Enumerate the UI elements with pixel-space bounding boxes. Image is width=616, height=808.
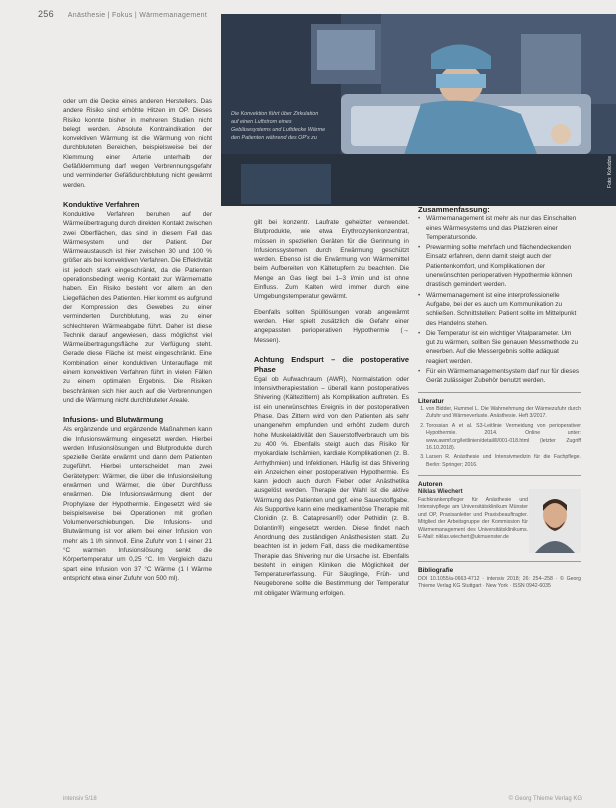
column-left (63, 97, 212, 583)
summary-item: • Für ein Wärmemanagementsystem darf nur für dieses Gerät zulässiger Zubehör benutzt werden. (418, 367, 581, 386)
photo-caption: Die Konvektion führt über Zirkulation auf einen Luftstrom eines Gebläsesystems und Luftdecke Wärme den Patienten während des OP's zu (231, 111, 326, 141)
column-middle (254, 218, 409, 598)
nachsorge-paragraph: Egal ob Aufwachraum (AWR), Normalstation oder Intensivtherapiestation – überall kann postoperatives Shivering (Kältezittern) als Komplikation auftreten. Es ist ein unerwünschtes Ereignis in der postoperativen Phase. Das Zittern wird von den Patienten als sehr unangenehm empfunden und erhöht zudem durch hohe Muskelaktivität den Sauerstoffverbrauch um bis zu 400 %. Ebenfalls steigt auch das Risiko für myokardiale Ischämien, kardiale Komplikationen (z. B. Arrhythmien) und Infektionen. Häufig ist das Shivering ein Anzeichen einer postoperativen Hypothermie. Es kann jedoch auch durch Fieber oder Anästhetika ausgelöst werden. Therapie der Wahl ist die aktive Wärmung des Patienten und ggf. eine Sauerstoffgabe. Als Supportive kann eine medikamentöse Therapie mit Clonidin (z. B. Catapresan®) oder Pethidin (z. B. Dolantin®) eingesetzt werden. Diese findet nach Anordnung des zuständigen Anästhesisten statt. Zu beachten ist in jedem Fall, dass die medikamentöse Therapie das Shivering nur die Ursache ist. Ebenfalls besteht in einigen Kliniken die Möglichkeit der Temperaturerfassung. Für Säuglinge, Früh- und Neugeborene sollte die Bestimmung der Temperatur mit obligater Wärmung erfolgen. (254, 375, 409, 597)
spuelungen-paragraph: Ebenfalls sollten Spüllösungen vorab angewärmt werden. Hier spielt zusätzlich die Gefahr einer angepassten perioperativen Hypothermie (→ Messen). (254, 308, 409, 344)
author-bio: Fachkrankenpfleger für Anästhesie und Intensivpflege am Universitätsklinikum Münster und OP, Praxisanleiter und Praxisbeauftragter. Mitglied der Arbeitsgruppe der Kommission für Wärmemanagement des Universitätsklinikums. E-Mail: niklas.wiechert@ukmuenster.de (418, 496, 528, 540)
page-number: 256 (38, 9, 54, 19)
middle-top-paragraph: gilt bei konzentr. Laufrate geheizter verwendet. Blutprodukte, wie etwa Erythrozytenkonzentrat, müssen in speziellen Geräten für die Gerinnung in Infusionssystemen durch Erwärmung geschützt werden. Ebenso ist die Erwärmung von Wärmemittel beim Aufbereiten von Kältetupfern zu beachten. Die Menge an Gas liegt bei 1–3 l/min und ist ohne Einfluss. Zum Kalten wird immer durch eine Umgebungstemperatur gewärmt. (254, 219, 409, 301)
running-title: Anästhesie | Fokus | Wärmemanagement (67, 12, 208, 19)
bibliography-heading: Bibliografie (418, 567, 454, 575)
literature-heading: Literatur (418, 397, 444, 405)
konduktiv-paragraph: Konduktive Verfahren beruhen auf der Wärmeübertragung durch direkten Kontakt zwischen zwei Oberflächen, das sind in diesem Fall das Wärmesystem und der Patient. Der Wärmeaustausch ist hier zwischen 30 und 100 % größer als bei konvektiven Verfahren. Die Effektivität ist jedoch stark eingeschränkt, da die Patienten operationsbedingt wenig Kontakt zur Wärmematte haben. Ein Risiko besteht vor allem an den Liegeflächen des Patienten. Hier kommt es aufgrund der Kompression des Gewebes zu einer verminderten Durchblutung, was zu einer schlechteren Wärmeabgabe führt. Daher ist diese Technik darauf angewiesen, dass möglichst viel Wärmeübertragungsfläche zur Verfügung steht. Gerade diese Fläche ist meist eingeschränkt. Eine Kombination einer konduktiven Unterauflage mit einem konvektiven Verfahren führt in vielen Fällen zu einem optimalen Ergebnis. Die Risiken beschränken sich hier auch auf die Verbrennungen und die Wärmung nicht durchbluteter Areale. (63, 210, 212, 404)
heading-infusion: Infusions- und Blutwärmung (63, 415, 164, 425)
summary-item: • Wärmemanagement ist eine interprofessionelle Aufgabe, bei der es auch um Kommunikation zu schließen. Schnittstellen: Patient sollte im Mittelpunkt des Handelns stehen. (418, 291, 581, 328)
infusion-paragraph: Als ergänzende und ergänzende Maßnahmen kann die Infusionswärmung eingesetzt werden. Hierbei werden Infusionslösungen und Blutprodukte durch spezielle Geräte erwärmt und dann dem Patienten zugeführt. Hierbei unterscheidet man zwei Gerätetypen: Wärmer, die über die Infusionsleitung erwärmen und Wärmer, die über Durchfluss erwärmen. Die Infusionswärmung dient der Prophylaxe der Hypothermie. Eingesetzt wird sie beispielsweise bei Operationen mit großen Volumenverschiebungen. Die Infusions- und Blutwärmung ist vor allem bei einer Infusion von mehr als 1 l/h sinnvoll. Eine Zufuhr von 1 l einer 21 °C warmen Infusionslösung senkt die Körpertemperatur um 0,25 °C. Im Vergleich dazu spart eine Infusion von 37 °C Wärme (1 l Wärme entspricht etwa einer Zufuhr von 500 ml). (63, 426, 212, 582)
column-right (418, 205, 581, 591)
reference-item: 1. von Bidder, Hummel L. Die Wahrnehmung der Wärmezufuhr durch Zufuhr und Wärmeverluste. Anästhesie. Heft 3/2017. (426, 406, 581, 421)
author-info (418, 489, 528, 541)
heading-nachsorge: Achtung Endspurt – die postoperative Phase (254, 354, 409, 374)
divider (418, 475, 581, 476)
summary-heading: Zusammenfassung: (418, 205, 490, 214)
footer-left: intensiv 5/18 (63, 796, 97, 802)
reference-item: 2. Torossian A et al. S3-Leitlinie Vermeidung von perioperativer Hypothermie. 2014. Online unter: www.awmf.org/leitlinien/detail/ll/001-018.html (letzter Zugriff 16.10.2018). (426, 423, 581, 453)
summary-item: • Wärmemanagement ist mehr als nur das Einschalten eines Wärmesystems und das Platzieren einer Temperatursonde. (418, 214, 581, 242)
divider (418, 561, 581, 562)
author-portrait (529, 489, 581, 553)
author-block (418, 489, 581, 555)
heading-konduktiv: Konduktive Verfahren (63, 199, 140, 209)
summary-list (418, 214, 581, 385)
reference-list (418, 406, 581, 469)
footer-right: © Georg Thieme Verlag KG (508, 796, 582, 802)
authors-heading: Autoren (418, 481, 443, 489)
summary-item: • Prewarming sollte mehrfach und flächendeckenden Einsatz erfahren, denn damit steigt auch der Patientenkomfort, und Komplikationen der unerwünschten perioperativen Hypothermie können drastisch gemindert werden. (418, 243, 581, 289)
intro-paragraph: oder um die Decke eines anderen Herstellers. Das andere Risiko sind erhöhte Hitzen im OP. Dieses Risiko konnte bisher in mehreren Studien nicht belegt werden. Absolute Kontraindikation der konvektiven Wärmung ist die Wärmung von nicht durchbluteten Bereichen, beispielsweise bei der Klemmung einer Arterie unterhalb der Gefäßklemmung darf wegen Verbrennungsgefahr und verminderter Gefäßdurchblutung nicht gewärmt werden. (63, 98, 212, 189)
summary-item: • Die Temperatur ist ein wichtiger Vitalparameter. Um gut zu wärmen, sollten Sie genauen Messmethode zu erwerben. Auf die Messergebnis sollte adäquat reagiert werden. (418, 329, 581, 366)
author-photo (529, 489, 581, 553)
divider (418, 392, 581, 393)
author-name: Niklas Wiechert (418, 489, 463, 496)
bibliography-text: DOI 10.1055/a-0663-4712 · intensiv 2018; 26: 254–258 · © Georg Thieme Verlag KG Stuttgart · New York · ISSN 0942-6035 (418, 575, 581, 590)
photo-credit: Foto: Kolodzie (607, 156, 613, 188)
reference-item: 3. Larsen R. Anästhesie und Intensivmedizin für die Fachpflege. Berlin: Springer; 2016. (426, 454, 581, 469)
